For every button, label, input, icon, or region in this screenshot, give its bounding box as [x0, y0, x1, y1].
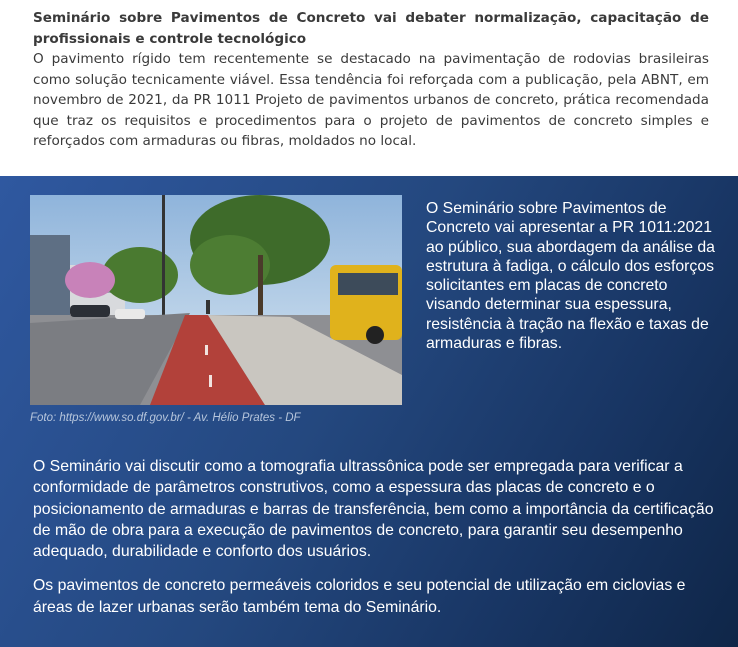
panel-paragraph: O Seminário vai discutir como a tomografia ultrassônica pode ser empregada para verificar a conformidade de parâmetros construtivos, como a espessura das placas de concreto e o posicionamento de armaduras e barras de transferência, bem como a importância da certificação de mão de obra para a execução de pavimentos de concreto, para garantir seu desempenho adequado, durabilidade e conforto dos usuários.: [33, 458, 714, 561]
panel-body: [33, 456, 723, 631]
article-intro: O pavimento rígido tem recentemente se destacado na pavimentação de rodovias brasileiras como solução tecnicamente viável. Essa tendência foi reforçada com a publicação, pela ABNT, em novembro de 2021, da PR 1011 Projeto de pavimentos urbanos de concreto, prática recomendada que traz os requisitos e procedimentos para o projeto de pavimentos de concreto simples e reforçados com armaduras ou fibras, moldados no local.: [33, 51, 709, 149]
photo-caption: Foto: https://www.so.df.gov.br/ - Av. Hélio Prates - DF: [30, 412, 301, 424]
highlight-panel: [0, 176, 738, 647]
panel-paragraph: Os pavimentos de concreto permeáveis coloridos e seu potencial de utilização em ciclovias e áreas de lazer urbanas serão também tema do Seminário.: [33, 577, 686, 616]
street-illustration: [30, 195, 402, 405]
article-headline: Seminário sobre Pavimentos de Concreto vai debater normalização, capacitação de profissionais e controle tecnológico: [33, 10, 709, 47]
article-header: [33, 8, 709, 152]
side-text: O Seminário sobre Pavimentos de Concreto vai apresentar a PR 1011:2021 ao público, sua abordagem da análise da estrutura à fadiga, o cálculo dos esforços solicitantes em placas de concreto visando determinar sua espessura, resistência à tração na flexão e taxas de armaduras e fibras.: [426, 200, 715, 353]
street-photo: [30, 195, 402, 405]
